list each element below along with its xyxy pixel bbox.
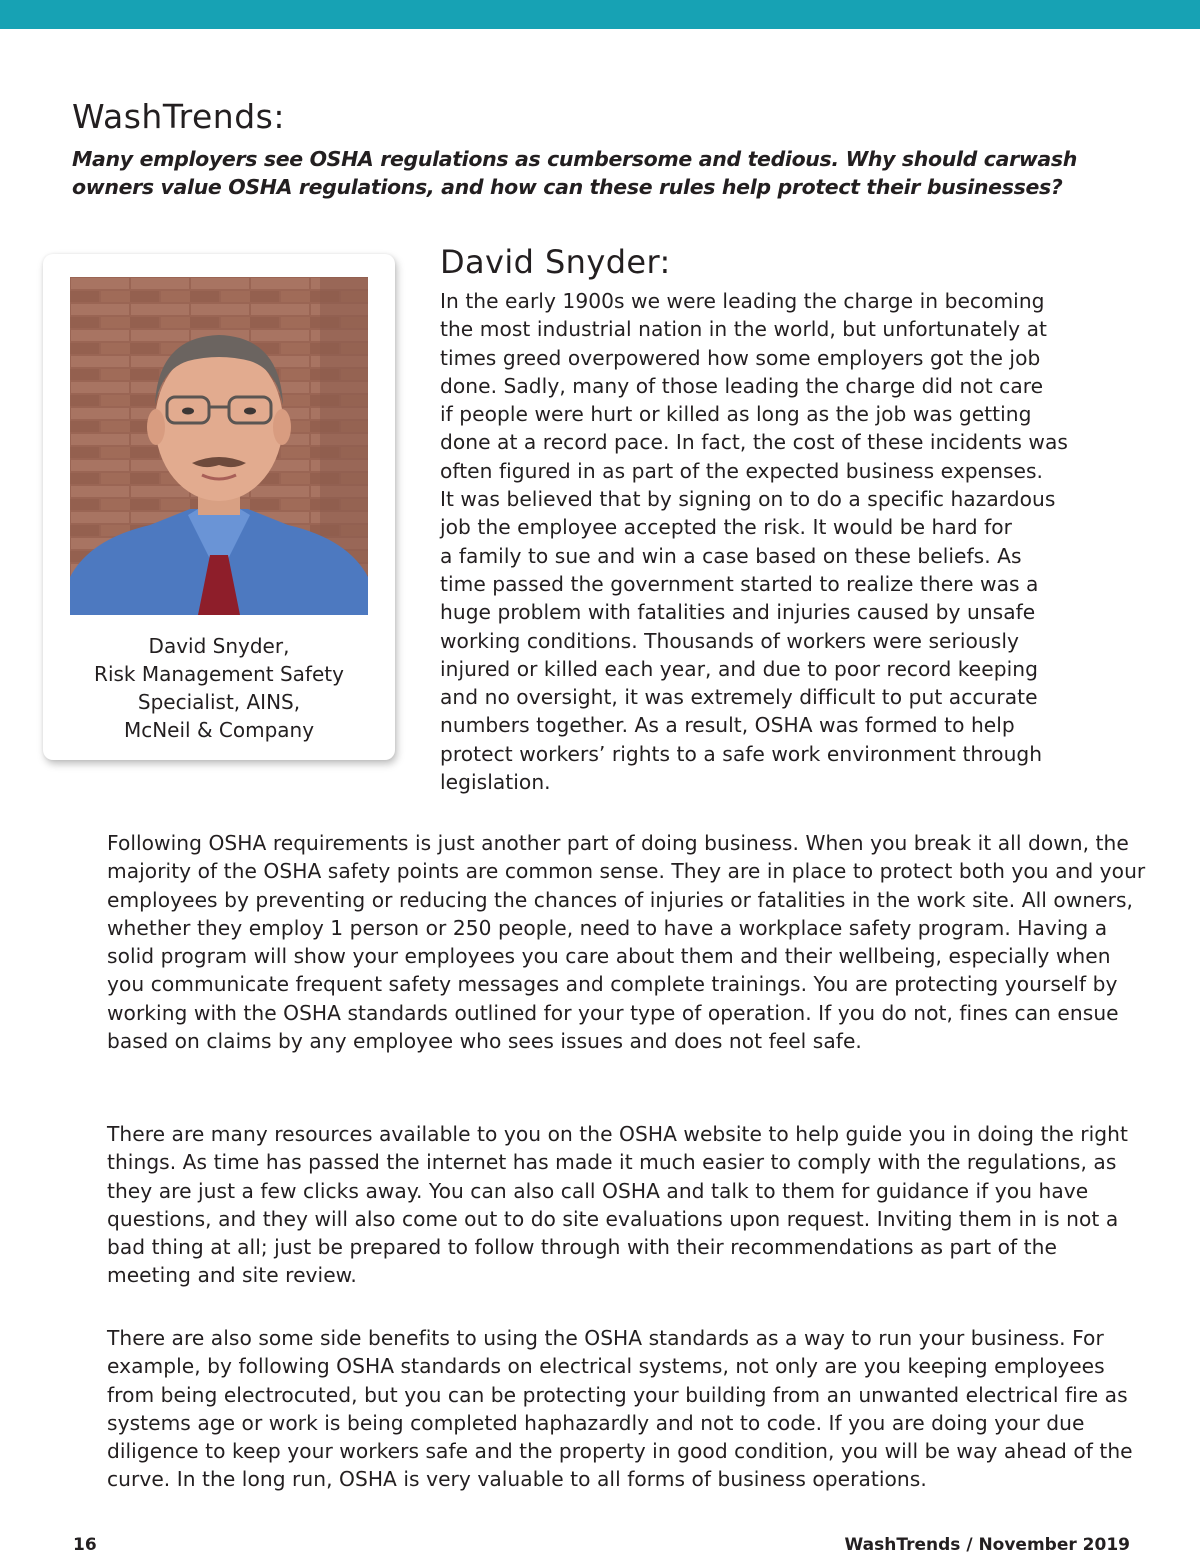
- section-title: WashTrends:: [72, 97, 285, 136]
- intro-line: working conditions. Thousands of workers were seriously: [440, 628, 1019, 653]
- caption-line: David Snyder,: [148, 634, 290, 658]
- author-name: David Snyder:: [440, 243, 671, 281]
- page-number: 16: [73, 1535, 97, 1555]
- body-paragraph: There are many resources available to you on the OSHA website to help guide you in doing the right things. As time has passed the internet has made it much easier to comply with the regulations, as they are just a few clicks away. You can also call OSHA and talk to them for guidance if you have questions, and they will also come out to do site evaluations upon request. Inviting them in is not a bad thing at all; just be prepared to follow through with their recommendations as part of the meeting and site review.: [107, 1122, 1128, 1288]
- question-text: Many employers see OSHA regulations as cumbersome and tedious. Why should carwash owners value OSHA regulations, and how can these rules help protect their businesses?: [72, 147, 1078, 199]
- body-paragraph: There are also some side benefits to using the OSHA standards as a way to run your business. For example, by following OSHA standards on electrical systems, not only are you keeping employees from being electrocuted, but you can be protecting your building from an unwanted electrical fire as systems age or work is being completed haphazardly and not to code. If you are doing your due diligence to keep your workers safe and the property in good condition, you will be way ahead of the curve. In the long run, OSHA is very valuable to all forms of business operations.: [107, 1326, 1133, 1492]
- intro-line: It was believed that by signing on to do a specific hazardous: [440, 487, 1056, 512]
- caption-line: McNeil & Company: [123, 718, 315, 742]
- intro-line: protect workers’ rights to a safe work environment through: [440, 741, 1043, 766]
- intro-line: done at a record pace. In fact, the cost of these incidents was: [440, 430, 1068, 455]
- caption-line: Risk Management Safety: [94, 662, 344, 686]
- headshot-photo: [70, 277, 368, 615]
- body-paragraph: Following OSHA requirements is just another part of doing business. When you break it all down, the majority of the OSHA safety points are common sense. They are in place to protect both you and your employees by preventing or reducing the chances of injuries or fatalities in the work site. All owners, whether they employ 1 person or 250 people, need to have a workplace safety program. Having a solid program will show your employees you care about them and their wellbeing, especially when you communicate frequent safety messages and complete trainings. You are protecting yourself by working with the OSHA standards outlined for your type of operation. If you do not, fines can ensue based on claims by any employee who sees issues and does not feel safe.: [107, 831, 1146, 1054]
- intro-line: time passed the government started to realize there was a: [440, 571, 1039, 596]
- intro-line: a family to sue and win a case based on these beliefs. As: [440, 543, 1022, 568]
- intro-line: injured or killed each year, and due to poor record keeping: [440, 656, 1038, 681]
- intro-paragraph: [440, 287, 1140, 796]
- intro-line: In the early 1900s we were leading the charge in becoming: [440, 289, 1045, 313]
- intro-line: done. Sadly, many of those leading the charge did not care: [440, 373, 1044, 398]
- intro-line: the most industrial nation in the world, but unfortunately at: [440, 317, 1048, 342]
- publication-footer: WashTrends / November 2019: [844, 1535, 1130, 1555]
- intro-line: huge problem with fatalities and injuries caused by unsafe: [440, 600, 1036, 625]
- intro-line: legislation.: [440, 770, 551, 795]
- intro-line: job the employee accepted the risk. It would be hard for: [440, 515, 1013, 540]
- caption-line: Specialist, AINS,: [137, 690, 301, 714]
- photo-caption: [43, 632, 395, 744]
- top-accent-bar: [0, 0, 1200, 29]
- profile-card: [43, 254, 395, 760]
- intro-line: numbers together. As a result, OSHA was formed to help: [440, 713, 1015, 738]
- intro-line: often figured in as part of the expected business expenses.: [440, 458, 1044, 483]
- intro-line: times greed overpowered how some employers got the job: [440, 345, 1041, 370]
- intro-line: and no oversight, it was extremely difficult to put accurate: [440, 685, 1038, 710]
- intro-line: if people were hurt or killed as long as the job was getting: [440, 402, 1032, 427]
